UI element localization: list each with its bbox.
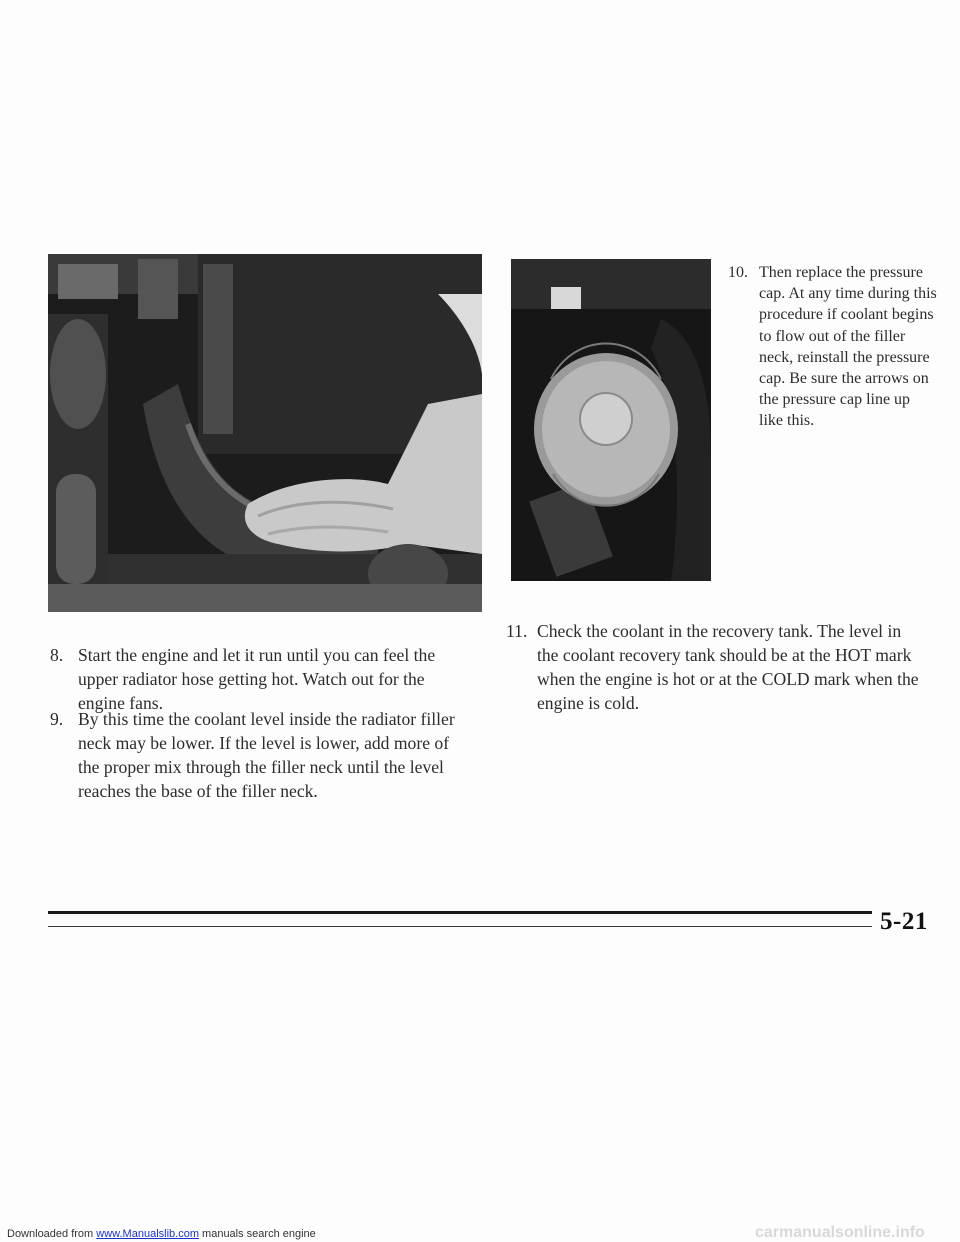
manualslib-link[interactable]: www.Manualslib.com (96, 1228, 199, 1240)
footer-rule-thin (48, 926, 872, 927)
footer-suffix: manuals search engine (198, 1228, 316, 1240)
page-number: 5-21 (880, 908, 928, 935)
watermark: carmanualsonline.info (755, 1224, 925, 1241)
step-10 (728, 262, 938, 432)
footer-rule-thick (48, 911, 872, 914)
download-footer (7, 1228, 316, 1241)
step-number: 8. (50, 645, 64, 665)
step-11 (506, 619, 926, 715)
step-text: Then replace the pressure cap. At any time during this procedure if coolant begins to flow out of the filler neck, reinstall the pressure cap. Be sure the arrows on the pressure cap line up like this. (759, 264, 937, 430)
step-9 (50, 707, 470, 803)
footer-prefix: Downloaded from (7, 1228, 97, 1240)
step-text: Start the engine and let it run until you can feel the upper radiator hose getting hot. Watch out for the engine fans. (78, 645, 436, 713)
step-text: By this time the coolant level inside the radiator filler neck may be lower. If the level is lower, add more of the proper mix through the filler neck until the level reaches the base of the filler neck. (78, 709, 455, 801)
step-number: 10. (728, 264, 748, 281)
engine-hose-photo (48, 254, 482, 612)
step-8 (50, 643, 470, 715)
step-number: 9. (50, 709, 64, 729)
pressure-cap-photo (511, 259, 711, 581)
step-number: 11. (506, 621, 528, 641)
step-text: Check the coolant in the recovery tank. The level in the coolant recovery tank should be at the HOT mark when the engine is hot or at the COLD mark when the engine is cold. (537, 621, 919, 713)
